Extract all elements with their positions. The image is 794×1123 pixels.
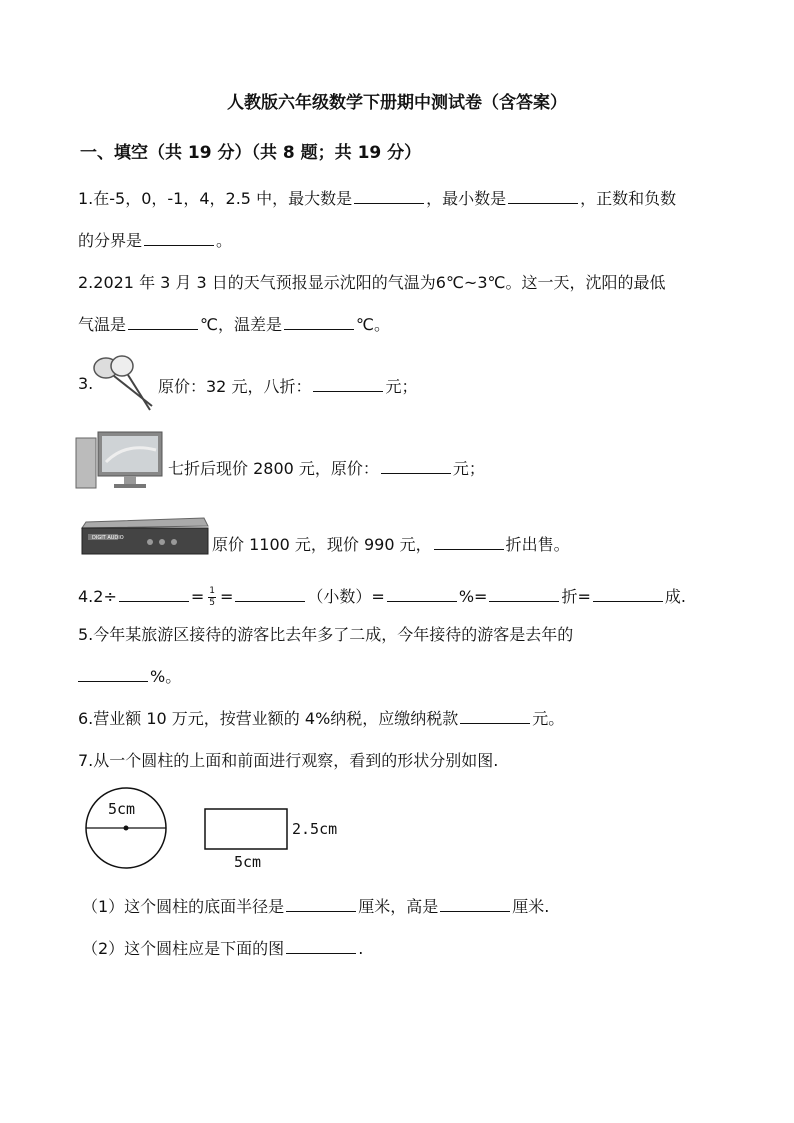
q1-text-a: 1.在-5，0，-1，4，2.5 中，最大数是 [78, 189, 353, 208]
section-heading: 一、填空（共 19 分）（共 8 题；共 19 分） [80, 143, 422, 163]
fraction-denominator: 5 [209, 598, 215, 608]
question-5-line-1: 5.今年某旅游区接待的游客比去年多了二成，今年接待的游客是去年的 [78, 625, 574, 644]
audio-amplifier-icon [80, 516, 210, 558]
q1-text-e: 。 [216, 231, 233, 250]
question-5-line-2 [78, 664, 181, 687]
device-label: DIGIT AUDIO [92, 535, 124, 541]
answer-blank[interactable] [508, 202, 578, 204]
q4-pct: %= [458, 587, 488, 606]
q7-sub1-c: 厘米. [512, 897, 550, 916]
q3-c-end: 折出售。 [505, 535, 570, 554]
answer-blank[interactable] [434, 548, 504, 550]
computer-monitor-icon [76, 432, 166, 494]
q3-b-line [168, 456, 485, 479]
answer-blank[interactable] [313, 390, 383, 392]
cylinder-top-view-circle [84, 786, 168, 870]
rectangle-height-label: 2.5cm [292, 820, 338, 838]
question-6-line [78, 706, 564, 729]
q7-sub1-b: 厘米，高是 [358, 897, 439, 916]
answer-blank[interactable] [440, 910, 510, 912]
answer-blank[interactable] [593, 600, 663, 602]
question-2-line-2 [78, 312, 390, 335]
answer-blank[interactable] [489, 600, 559, 602]
q6-end: 元。 [532, 709, 565, 728]
answer-blank[interactable] [284, 328, 354, 330]
question-1-line-2 [78, 228, 232, 251]
answer-blank[interactable] [354, 202, 424, 204]
q1-text-b: ，最小数是 [426, 189, 507, 208]
answer-blank[interactable] [235, 600, 305, 602]
answer-blank[interactable] [78, 680, 148, 682]
answer-blank[interactable] [128, 328, 198, 330]
q4-eq1: = [190, 587, 205, 606]
q5-end: %。 [150, 667, 182, 686]
rectangle-width-label: 5cm [234, 853, 262, 871]
cylinder-front-view-rectangle [204, 808, 290, 852]
question-4-line [78, 584, 686, 609]
q4-small: （小数）= [307, 587, 385, 606]
question-7-line: 7.从一个圆柱的上面和前面进行观察，看到的形状分别如图. [78, 751, 499, 770]
q3-c-text: 原价 1100 元，现价 990 元， [212, 535, 432, 554]
q4-start: 4.2÷ [78, 587, 117, 606]
q3-c-line [212, 532, 570, 555]
q3-b-end: 元； [452, 459, 485, 478]
answer-blank[interactable] [286, 910, 356, 912]
answer-blank[interactable] [286, 952, 356, 954]
question-7-sub-1 [82, 894, 549, 917]
fraction-one-fifth [208, 586, 216, 609]
q2-text-c: ℃。 [356, 315, 390, 334]
question-7-sub-2 [82, 936, 363, 959]
page-title: 人教版六年级数学下册期中测试卷（含答案） [227, 93, 567, 113]
q7-sub2-a: （2）这个圆柱应是下面的图 [82, 939, 285, 958]
circle-diameter-label: 5cm [108, 800, 136, 818]
answer-blank[interactable] [387, 600, 457, 602]
badminton-rackets-icon [92, 354, 156, 414]
fraction-numerator: 1 [209, 586, 215, 596]
answer-blank[interactable] [144, 244, 214, 246]
q4-zhe: 折= [561, 587, 591, 606]
q7-sub2-b: . [358, 939, 364, 958]
answer-blank[interactable] [460, 722, 530, 724]
q1-text-c: ，正数和负数 [580, 189, 677, 208]
q3-b-text: 七折后现价 2800 元，原价： [168, 459, 379, 478]
q4-cheng: 成. [664, 587, 686, 606]
question-2-line-1: 2.2021 年 3 月 3 日的天气预报显示沈阳的气温为6℃~3℃。这一天，沈阳的最低 [78, 273, 666, 292]
q7-sub1-a: （1）这个圆柱的底面半径是 [82, 897, 285, 916]
q3-a-line [158, 374, 417, 397]
question-1-line-1 [78, 186, 676, 209]
answer-blank[interactable] [119, 600, 189, 602]
q3-a-text: 原价：32 元，八折： [158, 377, 312, 396]
q4-eq2: = [220, 587, 234, 606]
q2-text-b: ℃，温差是 [200, 315, 282, 334]
answer-blank[interactable] [381, 472, 451, 474]
q3-a-end: 元； [385, 377, 418, 396]
q2-text-a: 气温是 [78, 315, 127, 334]
q1-text-d: 的分界是 [78, 231, 143, 250]
q3-number: 3. [78, 374, 94, 393]
q6-text: 6.营业额 10 万元，按营业额的 4%纳税，应缴纳税款 [78, 709, 459, 728]
